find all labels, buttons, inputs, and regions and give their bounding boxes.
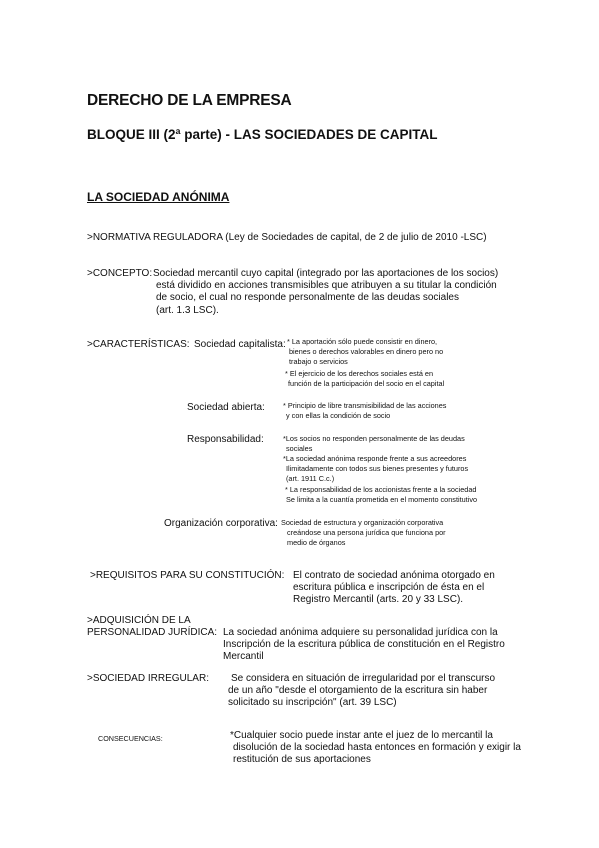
body-line: El contrato de sociedad anónima otorgado en bbox=[293, 570, 495, 581]
section-heading: LA SOCIEDAD ANÓNIMA bbox=[87, 190, 230, 204]
requisitos-body bbox=[293, 570, 495, 607]
body-line: medio de órganos bbox=[287, 538, 346, 547]
body-line: de un año "desde el otorgamiento de la escritura sin haber bbox=[228, 685, 488, 697]
concepto-label: >CONCEPTO: bbox=[87, 268, 153, 279]
capitalista-bullet-2 bbox=[285, 369, 444, 389]
bullet-line: (art. 1911 C.c.) bbox=[286, 474, 335, 483]
abierta-label: Sociedad abierta: bbox=[187, 402, 265, 413]
adquisicion-label bbox=[87, 615, 217, 639]
responsabilidad-bullet-3 bbox=[285, 485, 477, 505]
bullet-line: * La aportación sólo puede consistir en dinero, bbox=[287, 337, 438, 346]
responsabilidad-label: Responsabilidad: bbox=[187, 434, 264, 445]
bullet-line: y con ellas la condición de socio bbox=[286, 411, 391, 420]
capitalista-label: Sociedad capitalista: bbox=[194, 339, 286, 350]
concepto-line: Sociedad mercantil cuyo capital (integrado por las aportaciones de los socios) bbox=[153, 268, 499, 279]
organizacion-body bbox=[281, 518, 446, 548]
normativa-text: >NORMATIVA REGULADORA (Ley de Sociedades de capital, de 2 de julio de 2010 -LSC) bbox=[87, 232, 487, 243]
body-line: Registro Mercantil (arts. 20 y 33 LSC). bbox=[293, 594, 464, 606]
body-line: Inscripción de la escritura pública de constitución en el Registro bbox=[223, 639, 505, 651]
body-line: creándose una persona jurídica que funciona por bbox=[287, 528, 446, 537]
body-line: restitución de sus aportaciones bbox=[233, 754, 371, 766]
bullet-line: Se limita a la cuantía prometida en el momento constitutivo bbox=[286, 495, 478, 504]
body-line: disolución de la sociedad hasta entonces en formación y exigir la bbox=[233, 742, 521, 754]
bullet-line: Ilimitadamente con todos sus bienes presentes y futuros bbox=[286, 464, 469, 473]
organizacion-label: Organización corporativa: bbox=[164, 518, 278, 529]
concepto-line: (art. 1.3 LSC). bbox=[156, 304, 219, 316]
bullet-line: *Los socios no responden personalmente de las deudas bbox=[283, 434, 465, 443]
irregular-body bbox=[228, 673, 496, 710]
concepto-line: de socio, el cual no responde personalmente de las deudas sociales bbox=[156, 292, 459, 304]
body-line: escritura pública e inscripción de ésta en el bbox=[293, 582, 485, 594]
bullet-line: sociales bbox=[286, 444, 313, 453]
document-subtitle: BLOQUE III (2ª parte) - LAS SOCIEDADES DE CAPITAL bbox=[87, 127, 438, 142]
label-line: >ADQUISICIÓN DE LA bbox=[87, 615, 191, 626]
abierta-bullet-1 bbox=[283, 401, 446, 421]
bullet-line: * Principio de libre transmisibilidad de las acciones bbox=[283, 401, 447, 410]
capitalista-bullet-1 bbox=[287, 337, 443, 367]
label-line: PERSONALIDAD JURÍDICA: bbox=[87, 627, 218, 639]
body-line: Sociedad de estructura y organización corporativa bbox=[281, 518, 444, 527]
requisitos-label: >REQUISITOS PARA SU CONSTITUCIÓN: bbox=[90, 570, 285, 581]
body-line: Se considera en situación de irregularidad por el transcurso bbox=[231, 673, 496, 684]
concepto-line: está dividido en acciones transmisibles que atribuyen a su titular la condición bbox=[156, 280, 497, 292]
body-line: *Cualquier socio puede instar ante el juez de lo mercantil la bbox=[230, 730, 493, 741]
body-line: solicitado su inscripción" (art. 39 LSC) bbox=[228, 697, 397, 709]
bullet-line: * La responsabilidad de los accionistas frente a la sociedad bbox=[285, 485, 477, 494]
concepto-body bbox=[153, 268, 498, 317]
consecuencias-body bbox=[230, 730, 521, 767]
document-title: DERECHO DE LA EMPRESA bbox=[87, 92, 292, 109]
responsabilidad-bullet-1 bbox=[283, 434, 465, 454]
bullet-line: * El ejercicio de los derechos sociales está en bbox=[285, 369, 434, 378]
body-line: Mercantil bbox=[223, 651, 264, 663]
irregular-label: >SOCIEDAD IRREGULAR: bbox=[87, 673, 209, 684]
bullet-line: bienes o derechos valorables en dinero pero no bbox=[289, 347, 444, 356]
body-line: La sociedad anónima adquiere su personalidad jurídica con la bbox=[223, 627, 498, 638]
responsabilidad-bullet-2 bbox=[283, 454, 468, 484]
adquisicion-body bbox=[223, 627, 505, 664]
bullet-line: trabajo o servicios bbox=[289, 357, 348, 366]
caracteristicas-label: >CARACTERÍSTICAS: bbox=[87, 339, 190, 350]
consecuencias-label: CONSECUENCIAS: bbox=[98, 734, 163, 743]
bullet-line: función de la participación del socio en el capital bbox=[288, 379, 445, 388]
bullet-line: *La sociedad anónima responde frente a sus acreedores bbox=[283, 454, 467, 463]
